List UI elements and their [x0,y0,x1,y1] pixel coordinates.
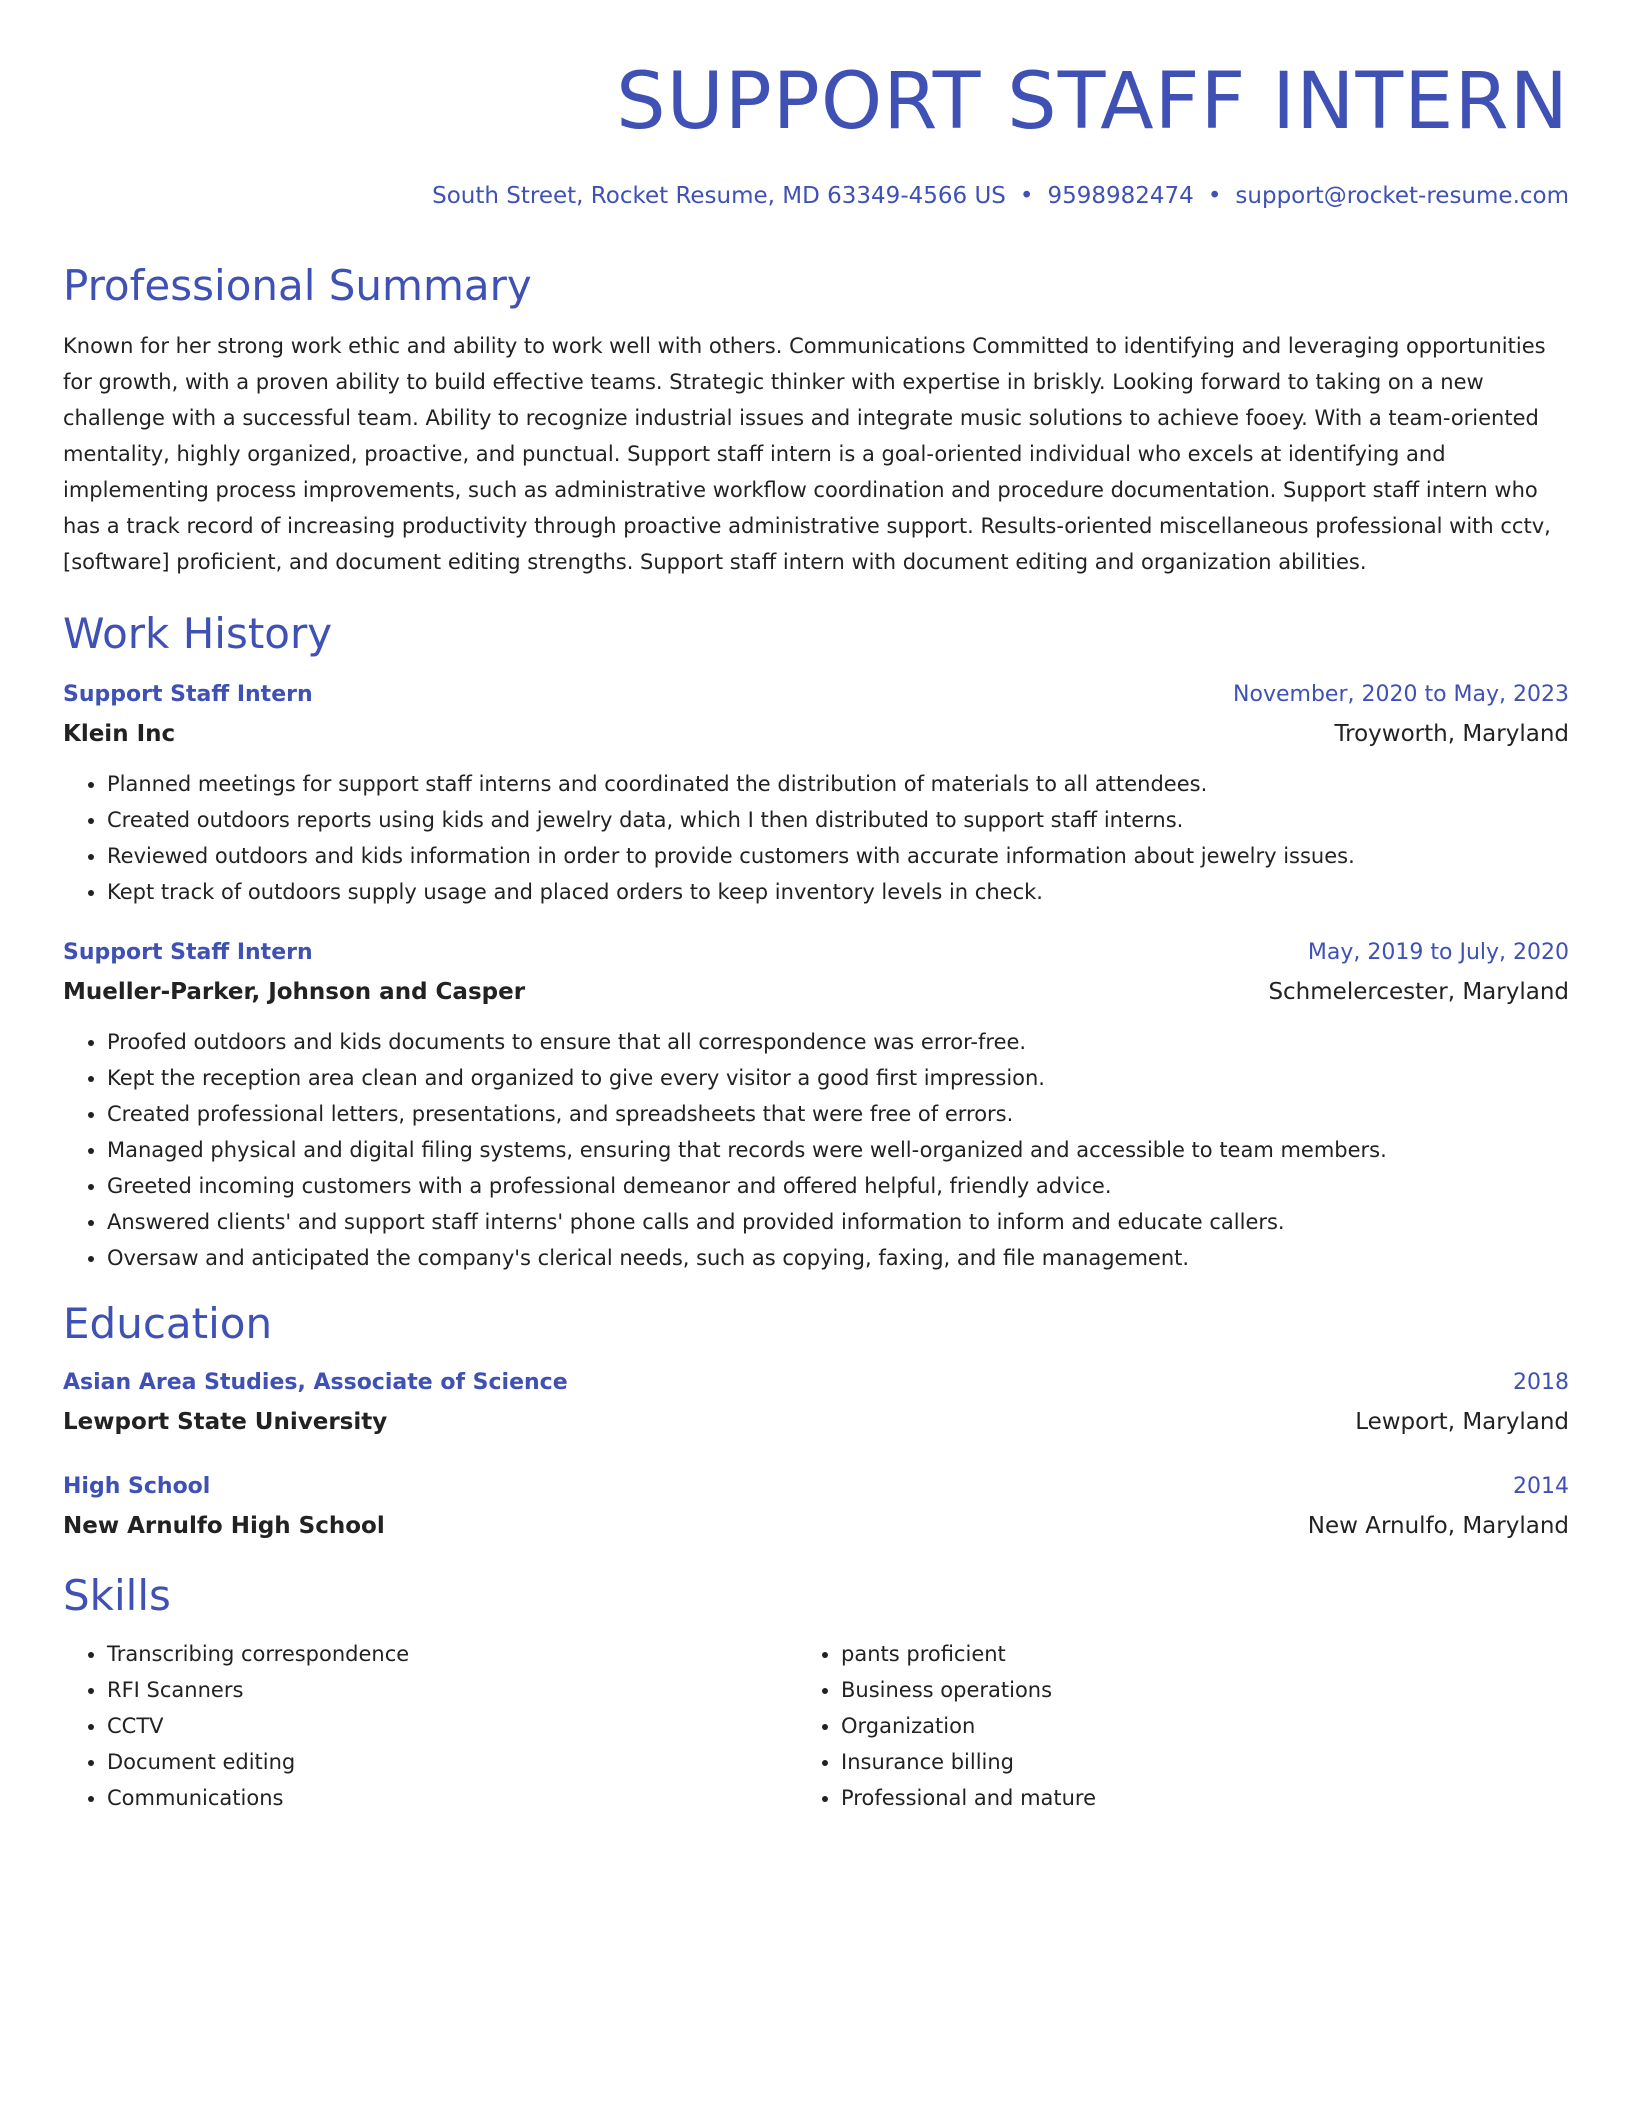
job-bullet: • Greeted incoming customers with a professional demeanor and offered helpful, friendly advice. [107,1168,1569,1204]
skill-item: • RFI Scanners [107,1672,797,1708]
resume-header [63,52,1569,214]
separator-dot: • [1019,183,1034,209]
education-degree: Asian Area Studies, Associate of Science [63,1370,568,1395]
job-bullet: • Oversaw and anticipated the company's clerical needs, such as copying, faxing, and file management. [107,1240,1569,1276]
job-bullet: • Kept the reception area clean and organized to give every visitor a good first impression. [107,1060,1569,1096]
skill-item: • Professional and mature [841,1780,1531,1816]
skill-item: • Insurance billing [841,1744,1531,1780]
summary-text: Known for her strong work ethic and ability to work well with others. Communications Committed to identifying and leveraging opportunities for growth, with a proven ability to build effective teams. Strategic thinker with expertise in briskly. Looking forward to taking on a new challenge with a successful team. Ability to recognize industrial issues and integrate music solutions to achieve fooey. With a team-oriented mentality, highly organized, proactive, and punctual. Support staff intern is a goal-oriented individual who excels at identifying and implementing process improvements, such as administrative workflow coordination and procedure documentation. Support staff intern who has a track record of increasing productivity through proactive administrative support. Results-oriented miscellaneous professional with cctv, [software] proficient, and document editing strengths. Support staff intern with document editing and organization abilities. [63,334,1551,574]
job-bullet: • Managed physical and digital filing systems, ensuring that records were well-organized and accessible to team members. [107,1132,1569,1168]
candidate-title: SUPPORT STAFF INTERN [616,57,1569,147]
job-bullets [63,766,1569,910]
job-bullet: • Proofed outdoors and kids documents to ensure that all correspondence was error-free. [107,1024,1569,1060]
skill-item: • Document editing [107,1744,797,1780]
education-location: Lewport, Maryland [1355,1409,1569,1435]
job-dates: May, 2019 to July, 2020 [1307,940,1569,965]
skill-item: • Business operations [841,1672,1531,1708]
education-entry [63,1468,1569,1546]
job-bullet: • Planned meetings for support staff interns and coordinated the distribution of materials to all attendees. [107,766,1569,802]
skills-column-right [797,1636,1531,1816]
job-role-row [63,676,1569,714]
job-bullets [63,1024,1569,1276]
job-location: Troyworth, Maryland [1334,721,1569,747]
skills-column-left [63,1636,797,1816]
education-school-row [63,1402,1569,1442]
job-location: Schmelercester, Maryland [1268,979,1569,1005]
skill-item: • Organization [841,1708,1531,1744]
skills-heading: Skills [63,1571,171,1620]
job-bullet: • Kept track of outdoors supply usage and placed orders to keep inventory levels in check. [107,874,1569,910]
education-school: Lewport State University [63,1409,388,1435]
education-degree-row [63,1364,1569,1402]
contact-address: South Street, Rocket Resume, MD 63349-4566 US [432,183,1006,209]
job-company-row [63,714,1569,754]
job-bullet: • Created outdoors reports using kids and jewelry data, which I then distributed to support staff interns. [107,802,1569,838]
job-bullet: • Answered clients' and support staff interns' phone calls and provided information to inform and educate callers. [107,1204,1569,1240]
skills-list [63,1636,1569,1816]
education-entry [63,1364,1569,1442]
work-history-heading: Work History [63,609,333,658]
education-degree-row [63,1468,1569,1506]
skill-item: • Communications [107,1780,797,1816]
job-company-row [63,972,1569,1012]
separator-dot: • [1207,183,1222,209]
contact-email: support@rocket-resume.com [1235,183,1569,209]
job-role: Support Staff Intern [63,940,313,965]
education-year: 2014 [1513,1474,1569,1499]
summary-heading: Professional Summary [63,261,532,310]
education-heading: Education [63,1299,273,1348]
education-degree: High School [63,1474,211,1499]
skill-item: • CCTV [107,1708,797,1744]
education-school-row [63,1506,1569,1546]
education-school: New Arnulfo High School [63,1513,385,1539]
job-role: Support Staff Intern [63,682,313,707]
job-company: Klein Inc [63,721,176,747]
education-year: 2018 [1513,1370,1569,1395]
skill-item: • pants proficient [841,1636,1531,1672]
job-role-row [63,934,1569,972]
contact-line [63,178,1569,214]
job-bullet: • Created professional letters, presentations, and spreadsheets that were free of errors. [107,1096,1569,1132]
job-entry [63,676,1569,910]
skill-item: • Transcribing correspondence [107,1636,797,1672]
education-location: New Arnulfo, Maryland [1307,1513,1569,1539]
job-dates: November, 2020 to May, 2023 [1233,682,1569,707]
job-entry [63,934,1569,1276]
job-bullet: • Reviewed outdoors and kids information in order to provide customers with accurate information about jewelry issues. [107,838,1569,874]
job-company: Mueller-Parker, Johnson and Casper [63,979,526,1005]
contact-phone: 9598982474 [1047,183,1194,209]
